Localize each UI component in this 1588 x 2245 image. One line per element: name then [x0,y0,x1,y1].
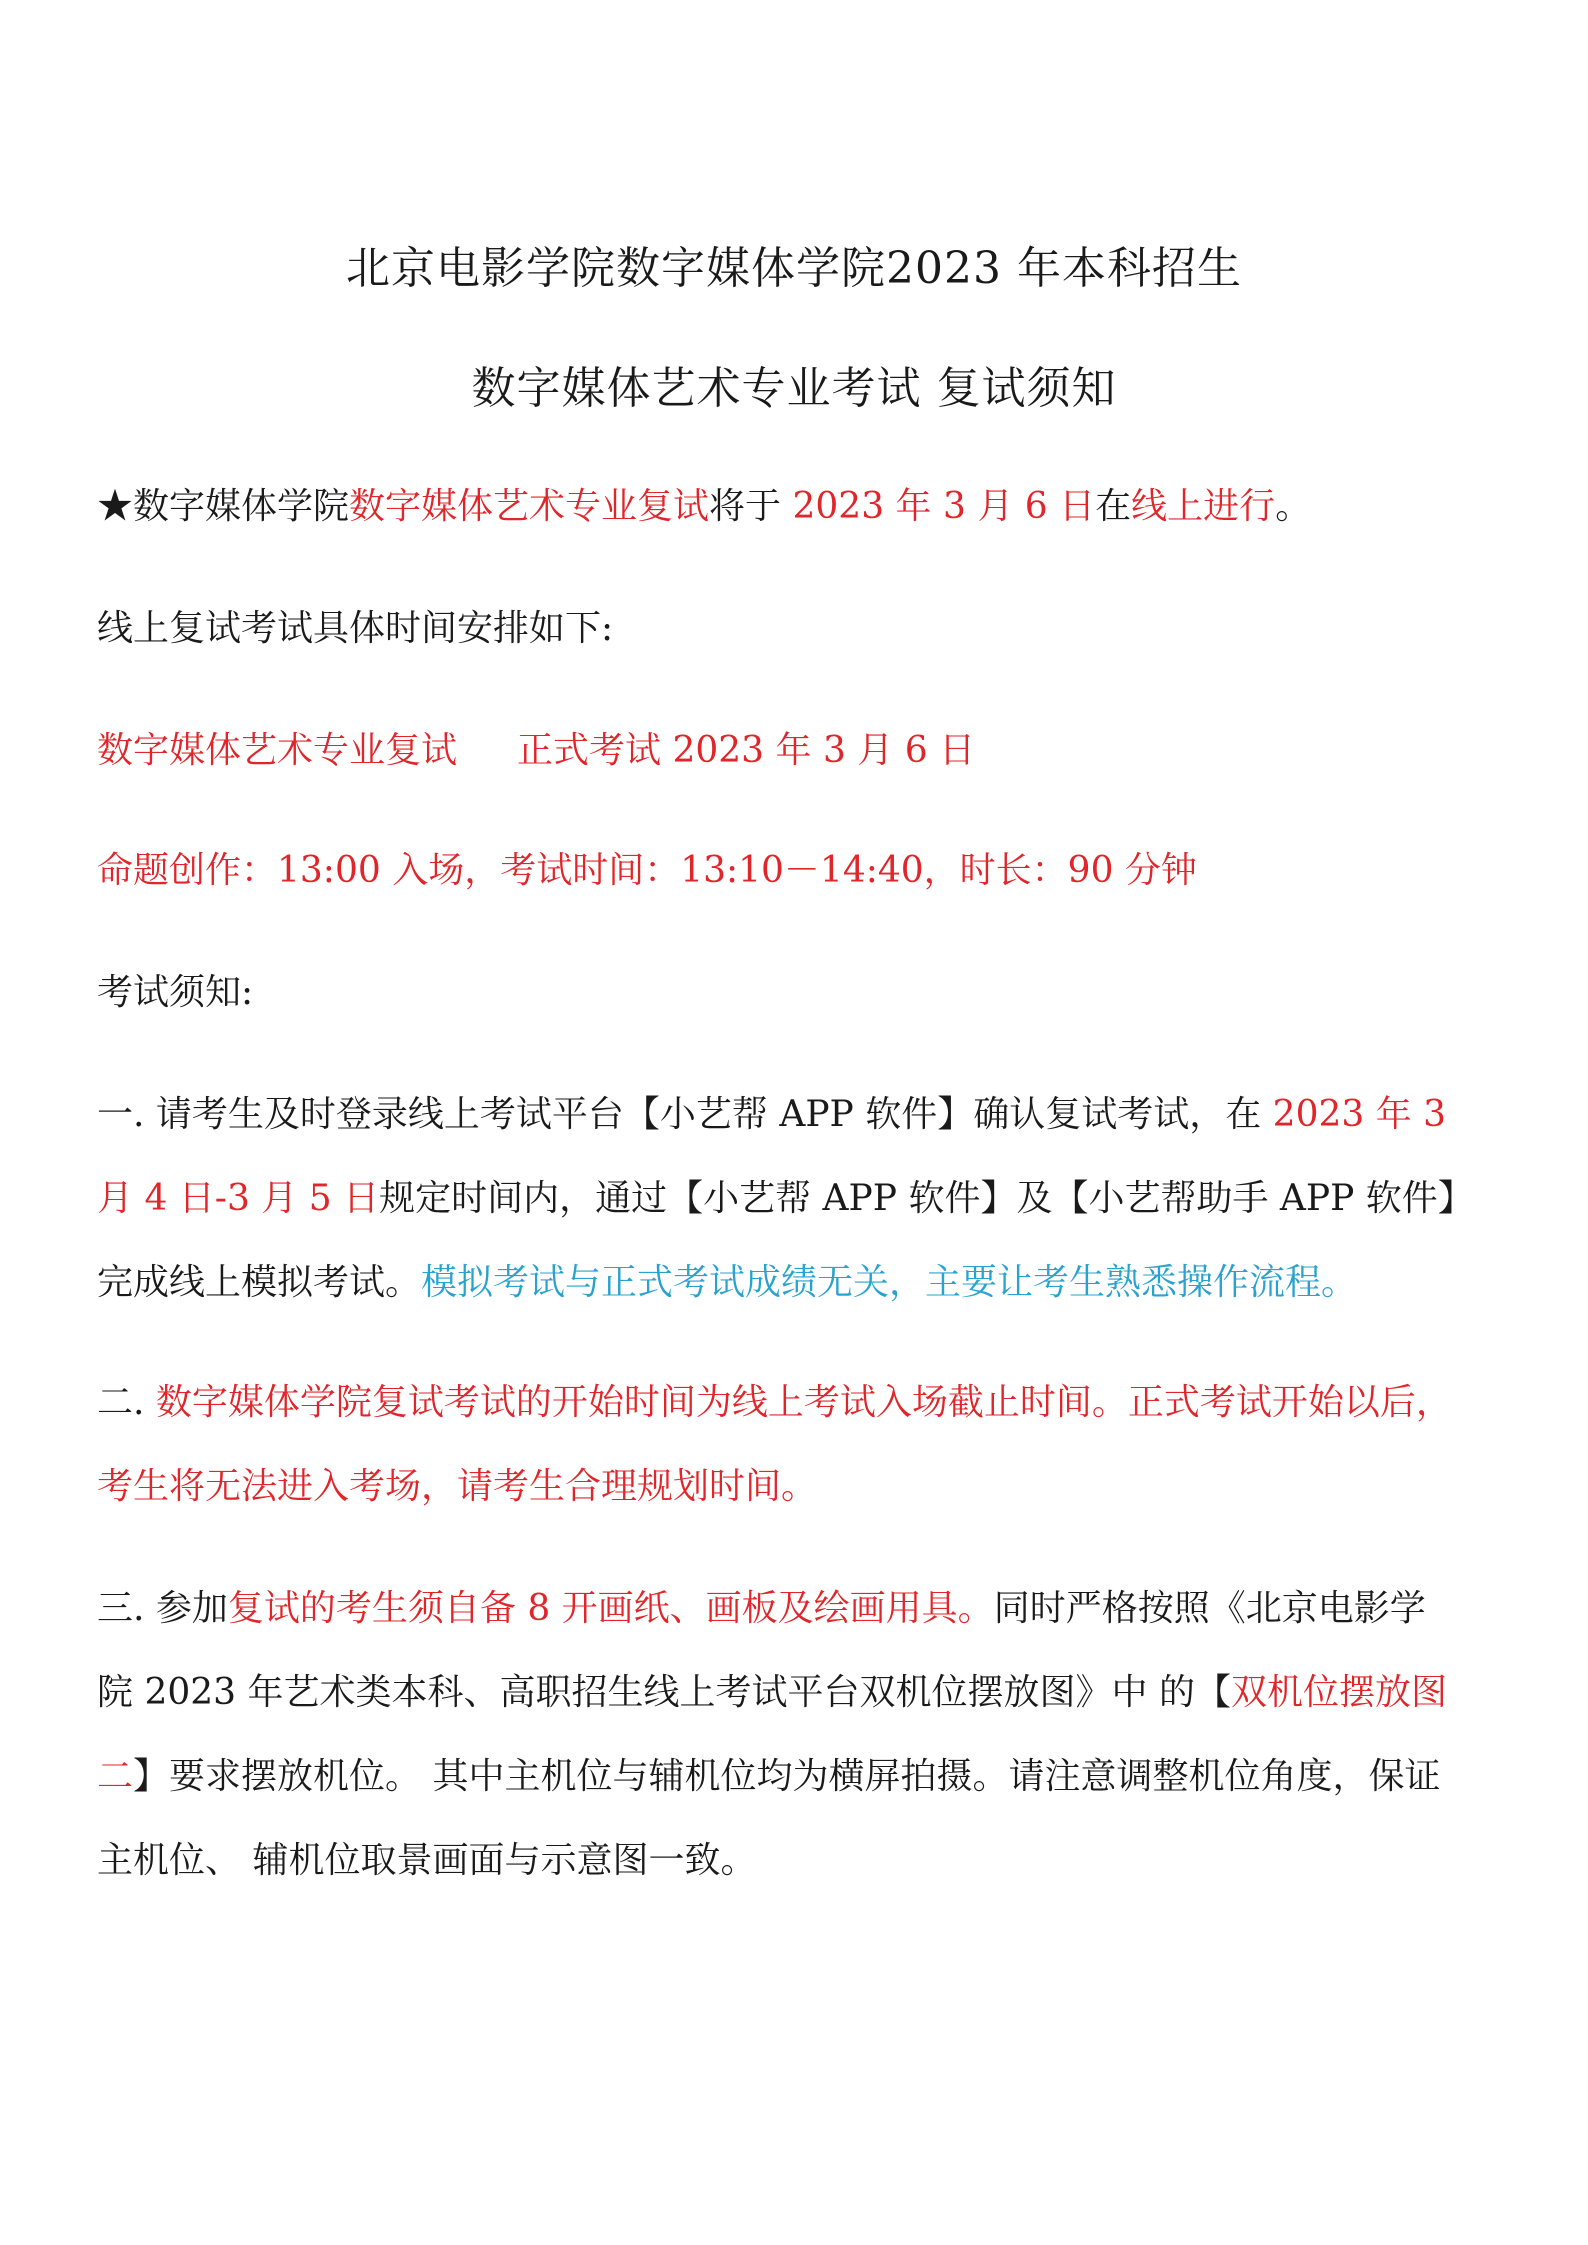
item3-line2 [97,1664,1497,1715]
item3-line4: 主机位、 辅机位取景画面与示意图一致。 [97,1840,757,1881]
item1-line3 [97,1254,1497,1305]
intro-text-g: 。 [1275,486,1312,527]
title-line-2: 数字媒体艺术专业考试 复试须知 [471,363,1117,414]
notice-heading: 考试须知: [97,972,254,1013]
schedule-row [97,722,1497,773]
item1-note: 模拟考试与正式考试成绩无关，主要让考生熟悉操作流程。 [421,1262,1358,1303]
intro-text-a: 数字媒体学院 [133,486,350,527]
item1-line1 [97,1086,1497,1137]
intro-exam-name: 数字媒体艺术专业复试 [349,486,710,527]
item3-figure-ref-2: 二 [97,1756,134,1797]
intro-online: 线上进行 [1131,486,1276,527]
item1-text: 一. 请考生及时登录线上考试平台【小艺帮 APP 软件】确认复试考试，在 [97,1094,1273,1135]
schedule-detail: 命题创作：13:00 入场，考试时间：13:10－14:40，时长：90 分钟 [97,850,1197,891]
title-line-1: 北京电影学院数字媒体学院2023 年本科招生 [346,243,1242,294]
intro-text-c: 将于 [709,486,793,527]
item3-materials: 复试的考生须自备 8 开画纸、画板及绘画用具。 [227,1588,994,1629]
item2-line1 [97,1374,1497,1425]
item2-text: 数字媒体学院复试考试的开始时间为线上考试入场截止时间。正式考试开始以后， [155,1382,1452,1423]
item3-text-2: 院 2023 年艺术类本科、高职招生线上考试平台双机位摆放图》中 的【 [97,1672,1231,1713]
intro-paragraph [97,478,1497,529]
item3-line1 [97,1580,1497,1631]
intro-text-e: 在 [1095,486,1132,527]
schedule-exam-date: 正式考试 2023 年 3 月 6 日 [517,730,976,771]
item3-figure-ref: 双机位摆放图 [1230,1672,1447,1713]
star-icon: ★ [97,486,134,527]
item1-text-3: 完成线上模拟考试。 [97,1262,422,1303]
item3-text: 同时严格按照《北京电影学 [993,1588,1426,1629]
schedule-exam-name: 数字媒体艺术专业复试 [97,730,458,771]
item1-date-start: 2023 年 3 [1272,1094,1447,1135]
item3-text-3: 】要求摆放机位。 其中主机位与辅机位均为横屏拍摄。请注意调整机位角度，保证 [133,1756,1441,1797]
item2-number: 二. [97,1382,156,1423]
intro-exam-date: 2023 年 3 月 6 日 [792,486,1096,527]
schedule-heading: 线上复试考试具体时间安排如下: [97,608,614,649]
item3-line3 [97,1748,1497,1799]
item1-date-range: 月 4 日-3 月 5 日 [97,1178,380,1219]
item2-line2: 考生将无法进入考场，请考生合理规划时间。 [97,1466,818,1507]
item1-line2 [97,1170,1497,1221]
item3-number: 三. 参加 [97,1588,228,1629]
item1-text-2: 规定时间内，通过【小艺帮 APP 软件】及【小艺帮助手 APP 软件】 [379,1178,1474,1219]
